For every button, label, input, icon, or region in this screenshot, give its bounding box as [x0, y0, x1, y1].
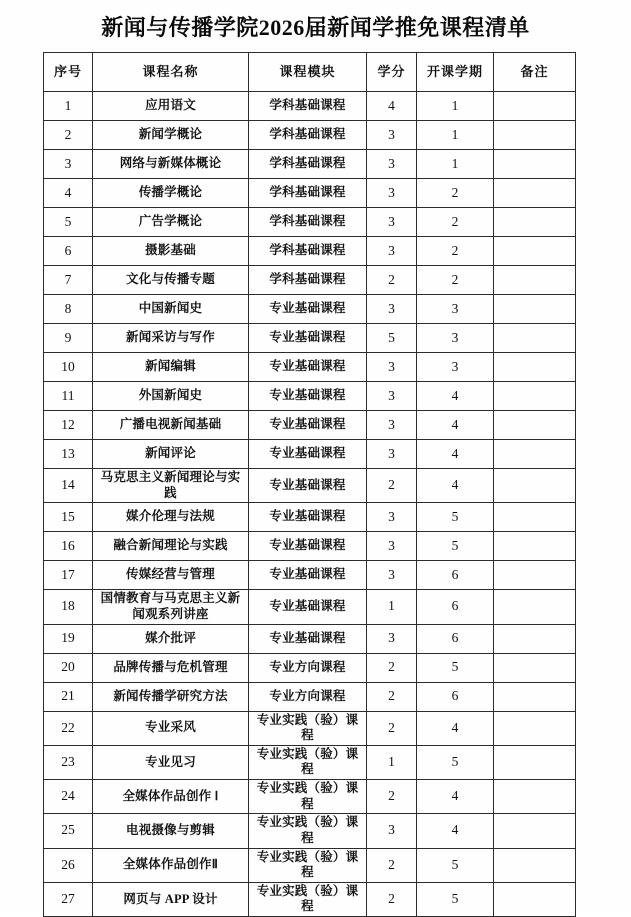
cell-no: 4 [44, 179, 93, 208]
cell-note [494, 532, 576, 561]
table-row [44, 624, 576, 653]
table-row [44, 208, 576, 237]
cell-semester: 1 [417, 150, 494, 179]
cell-no: 11 [44, 382, 93, 411]
cell-course-name: 融合新闻理论与实践 [93, 532, 249, 561]
table-header [44, 53, 576, 92]
cell-credits: 3 [367, 382, 417, 411]
cell-no: 27 [44, 882, 93, 916]
cell-module: 专业基础课程 [249, 353, 367, 382]
table-row [44, 179, 576, 208]
header-no: 序号 [44, 53, 93, 92]
table-row [44, 295, 576, 324]
cell-note [494, 150, 576, 179]
cell-module: 专业基础课程 [249, 590, 367, 624]
cell-module: 专业实践（验）课程 [249, 780, 367, 814]
cell-semester: 5 [417, 653, 494, 682]
table-row [44, 653, 576, 682]
table-row [44, 324, 576, 353]
course-table [43, 52, 576, 917]
table-row [44, 150, 576, 179]
header-course-name: 课程名称 [93, 53, 249, 92]
cell-course-name: 全媒体作品创作Ⅱ [93, 848, 249, 882]
cell-module: 专业方向课程 [249, 653, 367, 682]
header-note: 备注 [494, 53, 576, 92]
cell-module: 专业基础课程 [249, 382, 367, 411]
cell-no: 12 [44, 411, 93, 440]
cell-no: 24 [44, 780, 93, 814]
cell-note [494, 295, 576, 324]
cell-note [494, 353, 576, 382]
cell-course-name: 广播电视新闻基础 [93, 411, 249, 440]
cell-no: 14 [44, 469, 93, 503]
cell-semester: 2 [417, 179, 494, 208]
cell-course-name: 中国新闻史 [93, 295, 249, 324]
cell-course-name: 国情教育与马克思主义新闻观系列讲座 [93, 590, 249, 624]
cell-no: 21 [44, 682, 93, 711]
cell-semester: 4 [417, 469, 494, 503]
cell-credits: 2 [367, 711, 417, 745]
header-credits: 学分 [367, 53, 417, 92]
cell-course-name: 传播学概论 [93, 179, 249, 208]
cell-course-name: 品牌传播与危机管理 [93, 653, 249, 682]
cell-module: 专业基础课程 [249, 469, 367, 503]
cell-credits: 3 [367, 532, 417, 561]
cell-semester: 6 [417, 624, 494, 653]
cell-semester: 3 [417, 295, 494, 324]
cell-note [494, 440, 576, 469]
cell-credits: 3 [367, 150, 417, 179]
cell-no: 1 [44, 92, 93, 121]
table-row [44, 745, 576, 779]
cell-note [494, 382, 576, 411]
table-row [44, 237, 576, 266]
cell-semester: 5 [417, 882, 494, 916]
cell-course-name: 网页与 APP 设计 [93, 882, 249, 916]
cell-note [494, 92, 576, 121]
cell-note [494, 469, 576, 503]
cell-semester: 4 [417, 814, 494, 848]
cell-note [494, 411, 576, 440]
cell-module: 专业实践（验）课程 [249, 882, 367, 916]
cell-module: 学科基础课程 [249, 92, 367, 121]
cell-note [494, 882, 576, 916]
cell-credits: 2 [367, 469, 417, 503]
cell-note [494, 266, 576, 295]
cell-module: 专业基础课程 [249, 295, 367, 324]
cell-no: 2 [44, 121, 93, 150]
cell-credits: 3 [367, 561, 417, 590]
cell-course-name: 全媒体作品创作 Ⅰ [93, 780, 249, 814]
table-row [44, 532, 576, 561]
cell-credits: 3 [367, 814, 417, 848]
cell-course-name: 摄影基础 [93, 237, 249, 266]
cell-note [494, 711, 576, 745]
cell-no: 5 [44, 208, 93, 237]
cell-course-name: 广告学概论 [93, 208, 249, 237]
cell-credits: 2 [367, 848, 417, 882]
table-row [44, 561, 576, 590]
cell-module: 专业实践（验）课程 [249, 711, 367, 745]
cell-credits: 3 [367, 411, 417, 440]
cell-no: 26 [44, 848, 93, 882]
cell-module: 专业基础课程 [249, 532, 367, 561]
cell-credits: 2 [367, 882, 417, 916]
cell-semester: 2 [417, 266, 494, 295]
cell-note [494, 561, 576, 590]
cell-course-name: 新闻编辑 [93, 353, 249, 382]
cell-module: 专业实践（验）课程 [249, 814, 367, 848]
cell-course-name: 新闻评论 [93, 440, 249, 469]
table-row [44, 682, 576, 711]
cell-module: 专业基础课程 [249, 324, 367, 353]
table-row [44, 848, 576, 882]
cell-semester: 3 [417, 324, 494, 353]
cell-credits: 2 [367, 780, 417, 814]
table-row [44, 711, 576, 745]
cell-semester: 4 [417, 382, 494, 411]
cell-course-name: 应用语文 [93, 92, 249, 121]
cell-semester: 2 [417, 237, 494, 266]
cell-no: 17 [44, 561, 93, 590]
cell-no: 13 [44, 440, 93, 469]
table-row [44, 440, 576, 469]
cell-module: 专业基础课程 [249, 440, 367, 469]
cell-semester: 6 [417, 682, 494, 711]
cell-credits: 3 [367, 121, 417, 150]
table-row [44, 882, 576, 916]
header-semester: 开课学期 [417, 53, 494, 92]
cell-course-name: 马克思主义新闻理论与实践 [93, 469, 249, 503]
cell-credits: 3 [367, 440, 417, 469]
cell-no: 3 [44, 150, 93, 179]
cell-credits: 3 [367, 503, 417, 532]
cell-semester: 5 [417, 532, 494, 561]
cell-note [494, 590, 576, 624]
cell-no: 6 [44, 237, 93, 266]
cell-credits: 1 [367, 745, 417, 779]
cell-module: 专业基础课程 [249, 503, 367, 532]
cell-semester: 4 [417, 411, 494, 440]
cell-module: 学科基础课程 [249, 179, 367, 208]
table-row [44, 92, 576, 121]
cell-no: 19 [44, 624, 93, 653]
cell-module: 专业方向课程 [249, 682, 367, 711]
cell-module: 学科基础课程 [249, 237, 367, 266]
cell-note [494, 121, 576, 150]
cell-credits: 1 [367, 590, 417, 624]
cell-module: 学科基础课程 [249, 150, 367, 179]
cell-module: 专业基础课程 [249, 561, 367, 590]
cell-note [494, 179, 576, 208]
table-body [44, 92, 576, 917]
cell-course-name: 传媒经营与管理 [93, 561, 249, 590]
cell-credits: 2 [367, 266, 417, 295]
cell-note [494, 780, 576, 814]
cell-no: 9 [44, 324, 93, 353]
cell-credits: 2 [367, 653, 417, 682]
cell-note [494, 848, 576, 882]
cell-semester: 5 [417, 745, 494, 779]
cell-no: 7 [44, 266, 93, 295]
cell-credits: 3 [367, 237, 417, 266]
cell-semester: 5 [417, 503, 494, 532]
cell-course-name: 专业见习 [93, 745, 249, 779]
cell-note [494, 745, 576, 779]
cell-credits: 3 [367, 295, 417, 324]
table-row [44, 469, 576, 503]
cell-note [494, 682, 576, 711]
cell-semester: 5 [417, 848, 494, 882]
cell-module: 专业实践（验）课程 [249, 848, 367, 882]
cell-credits: 2 [367, 682, 417, 711]
cell-no: 15 [44, 503, 93, 532]
cell-semester: 1 [417, 121, 494, 150]
page-title: 新闻与传播学院2026届新闻学推免课程清单 [101, 15, 530, 40]
cell-semester: 3 [417, 353, 494, 382]
cell-semester: 2 [417, 208, 494, 237]
table-row [44, 353, 576, 382]
table-row [44, 121, 576, 150]
cell-course-name: 电视摄像与剪辑 [93, 814, 249, 848]
cell-course-name: 媒介批评 [93, 624, 249, 653]
cell-no: 22 [44, 711, 93, 745]
cell-semester: 4 [417, 440, 494, 469]
cell-course-name: 媒介伦理与法规 [93, 503, 249, 532]
cell-course-name: 外国新闻史 [93, 382, 249, 411]
cell-note [494, 237, 576, 266]
cell-note [494, 653, 576, 682]
cell-semester: 6 [417, 561, 494, 590]
cell-semester: 6 [417, 590, 494, 624]
table-row [44, 503, 576, 532]
cell-note [494, 503, 576, 532]
table-row [44, 814, 576, 848]
cell-course-name: 新闻学概论 [93, 121, 249, 150]
cell-no: 8 [44, 295, 93, 324]
cell-course-name: 新闻采访与写作 [93, 324, 249, 353]
cell-credits: 3 [367, 624, 417, 653]
header-module: 课程模块 [249, 53, 367, 92]
table-header-row [44, 53, 576, 92]
table-row [44, 590, 576, 624]
cell-module: 专业实践（验）课程 [249, 745, 367, 779]
cell-semester: 1 [417, 92, 494, 121]
cell-credits: 3 [367, 353, 417, 382]
cell-course-name: 新闻传播学研究方法 [93, 682, 249, 711]
cell-note [494, 324, 576, 353]
cell-course-name: 网络与新媒体概论 [93, 150, 249, 179]
cell-credits: 3 [367, 179, 417, 208]
cell-module: 学科基础课程 [249, 121, 367, 150]
table-row [44, 382, 576, 411]
cell-no: 16 [44, 532, 93, 561]
cell-no: 23 [44, 745, 93, 779]
cell-no: 18 [44, 590, 93, 624]
cell-credits: 4 [367, 92, 417, 121]
cell-module: 专业基础课程 [249, 624, 367, 653]
cell-credits: 3 [367, 208, 417, 237]
cell-module: 专业基础课程 [249, 411, 367, 440]
cell-semester: 4 [417, 780, 494, 814]
cell-credits: 5 [367, 324, 417, 353]
cell-note [494, 208, 576, 237]
cell-no: 25 [44, 814, 93, 848]
table-row [44, 780, 576, 814]
cell-semester: 4 [417, 711, 494, 745]
cell-module: 学科基础课程 [249, 208, 367, 237]
table-row [44, 266, 576, 295]
cell-no: 20 [44, 653, 93, 682]
cell-course-name: 文化与传播专题 [93, 266, 249, 295]
cell-no: 10 [44, 353, 93, 382]
cell-note [494, 624, 576, 653]
cell-note [494, 814, 576, 848]
cell-course-name: 专业采风 [93, 711, 249, 745]
cell-module: 学科基础课程 [249, 266, 367, 295]
table-row [44, 411, 576, 440]
